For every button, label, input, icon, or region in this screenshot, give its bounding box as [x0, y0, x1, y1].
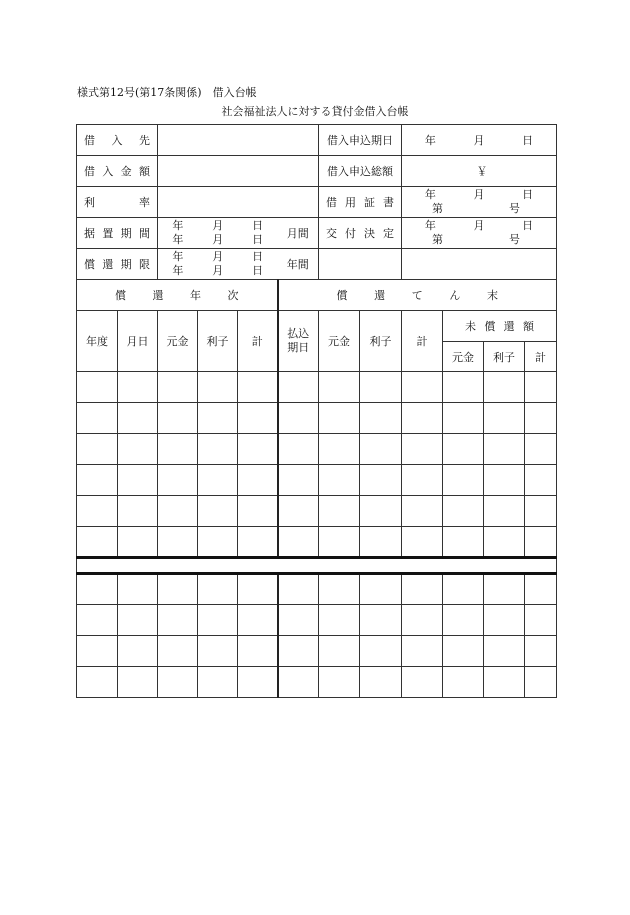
- label-text: 日: [522, 188, 534, 201]
- ledger-cell[interactable]: [319, 527, 360, 558]
- ledger-cell[interactable]: [360, 403, 402, 434]
- ledger-cell[interactable]: [158, 496, 198, 527]
- ledger-cell[interactable]: [77, 636, 118, 667]
- label-text: 月: [212, 233, 224, 246]
- rate-label: [77, 187, 158, 218]
- certificate-value[interactable]: [402, 187, 557, 218]
- ledger-cell[interactable]: [443, 636, 484, 667]
- grant-decision-label: [319, 218, 402, 249]
- label-group: [158, 233, 278, 247]
- lender-label: [77, 125, 158, 156]
- label-text: 年: [424, 188, 436, 201]
- label-text: 日: [252, 250, 264, 263]
- ledger-cell[interactable]: [402, 527, 443, 558]
- ledger-cell[interactable]: [198, 465, 238, 496]
- repay-limit-unit: 年間: [278, 249, 319, 280]
- ledger-rows-upper: [77, 372, 557, 558]
- apply-date-value[interactable]: [402, 125, 557, 156]
- label-text: 号: [509, 233, 520, 246]
- ledger-cell[interactable]: [443, 403, 484, 434]
- col-principal: 元金: [158, 311, 198, 372]
- label-group: [158, 219, 278, 233]
- label-text: 間: [138, 227, 150, 240]
- ledger-cell[interactable]: [118, 574, 158, 605]
- table-row: [77, 574, 557, 605]
- label-text: 日: [522, 134, 534, 147]
- ledger-cell[interactable]: [158, 465, 198, 496]
- ledger-cell[interactable]: [484, 372, 525, 403]
- label-text: 還: [102, 258, 114, 271]
- row-lender: [77, 125, 557, 156]
- label-text: 月: [212, 219, 224, 232]
- label-group: [402, 233, 556, 247]
- label-text: 年: [424, 219, 436, 232]
- col-paid-total: 計: [402, 311, 443, 372]
- ledger-cell[interactable]: [402, 372, 443, 403]
- label-text: 借: [84, 134, 95, 147]
- ledger-cell[interactable]: [118, 434, 158, 465]
- ledger-cell[interactable]: [525, 636, 557, 667]
- ledger-rows-lower: [77, 574, 557, 698]
- ledger-cell[interactable]: [360, 636, 402, 667]
- ledger-cell[interactable]: [198, 667, 238, 698]
- ledger-cell[interactable]: [77, 496, 118, 527]
- ledger-cell[interactable]: [402, 605, 443, 636]
- ledger-cell[interactable]: [443, 465, 484, 496]
- blank-cell[interactable]: [402, 249, 557, 280]
- blank-cell[interactable]: [319, 249, 402, 280]
- label-group: [402, 202, 556, 216]
- ledger-cell[interactable]: [77, 465, 118, 496]
- label-text: 年: [172, 250, 184, 263]
- ledger-cell[interactable]: [360, 372, 402, 403]
- label-text: て: [411, 289, 423, 302]
- ledger-cell[interactable]: [402, 465, 443, 496]
- ledger-cell[interactable]: [319, 605, 360, 636]
- label-text: 月: [212, 250, 224, 263]
- ledger-cell[interactable]: [278, 605, 319, 636]
- label-text: 年: [190, 289, 201, 302]
- ledger-cell[interactable]: [278, 527, 319, 558]
- ledger-cell[interactable]: [525, 434, 557, 465]
- table-row: [77, 605, 557, 636]
- label-text: 月: [473, 134, 485, 147]
- col-month-day: 月日: [118, 311, 158, 372]
- lender-value[interactable]: [158, 125, 319, 156]
- ledger-cell[interactable]: [238, 574, 278, 605]
- label-text: 期日: [287, 341, 310, 354]
- label-text: 定: [383, 227, 394, 240]
- table-row: [77, 636, 557, 667]
- col-unpaid-interest: 利子: [484, 342, 525, 372]
- col-interest: 利子: [198, 311, 238, 372]
- label-group: [279, 287, 557, 303]
- ledger-cell[interactable]: [319, 636, 360, 667]
- ledger-cell[interactable]: [278, 465, 319, 496]
- ledger-cell[interactable]: [158, 434, 198, 465]
- table-row: [77, 372, 557, 403]
- ledger-cell[interactable]: [238, 605, 278, 636]
- label-text: 借: [326, 196, 337, 209]
- label-text: 入: [102, 165, 114, 178]
- ledger-cell[interactable]: [402, 636, 443, 667]
- label-group: [77, 163, 157, 179]
- ledger-cell[interactable]: [360, 605, 402, 636]
- row-amount: [77, 156, 557, 187]
- ledger-cell[interactable]: [278, 574, 319, 605]
- certificate-label: [319, 187, 402, 218]
- label-text: 利: [84, 196, 95, 209]
- label-text: 期: [120, 227, 132, 240]
- ledger-cell[interactable]: [278, 372, 319, 403]
- ledger-cell[interactable]: [360, 496, 402, 527]
- ledger-cell[interactable]: [484, 667, 525, 698]
- ledger-cell[interactable]: [443, 605, 484, 636]
- table-row: [77, 434, 557, 465]
- ledger-cell[interactable]: [238, 372, 278, 403]
- ledger-cell[interactable]: [118, 605, 158, 636]
- ledger-cell[interactable]: [319, 434, 360, 465]
- label-text: 入: [111, 134, 123, 147]
- label-text: 交: [326, 227, 337, 240]
- ledger-cell[interactable]: [238, 636, 278, 667]
- ledger-cell[interactable]: [118, 636, 158, 667]
- label-group: [77, 225, 157, 241]
- ledger-cell[interactable]: [77, 605, 118, 636]
- ledger-cell[interactable]: [118, 372, 158, 403]
- table-row: [77, 403, 557, 434]
- repay-limit-label: [77, 249, 158, 280]
- ledger-cell[interactable]: [360, 574, 402, 605]
- section-header-row: [77, 280, 557, 311]
- label-text: 年: [424, 134, 436, 147]
- ledger-cell[interactable]: [278, 434, 319, 465]
- ledger-cell[interactable]: [158, 574, 198, 605]
- amount-value[interactable]: [158, 156, 319, 187]
- ledger-cell[interactable]: [158, 636, 198, 667]
- ledger-cell[interactable]: [484, 636, 525, 667]
- ledger-cell[interactable]: [319, 403, 360, 434]
- amount-label: [77, 156, 158, 187]
- ledger-cell[interactable]: [118, 527, 158, 558]
- ledger-cell[interactable]: [319, 574, 360, 605]
- apply-total-value[interactable]: [402, 156, 557, 187]
- label-group: [402, 188, 556, 202]
- ledger-cell[interactable]: [238, 465, 278, 496]
- label-group: [158, 250, 278, 264]
- ledger-cell[interactable]: [198, 372, 238, 403]
- ledger-cell[interactable]: [443, 527, 484, 558]
- label-text: 償: [84, 258, 95, 271]
- label-text: 書: [383, 196, 394, 209]
- ledger-cell[interactable]: [525, 403, 557, 434]
- table-row: [77, 465, 557, 496]
- ledger-cell[interactable]: [77, 403, 118, 434]
- ledger-cell[interactable]: [77, 574, 118, 605]
- ledger-cell[interactable]: [443, 372, 484, 403]
- ledger-cell[interactable]: [198, 434, 238, 465]
- label-text: 額: [138, 165, 150, 178]
- ledger-cell[interactable]: [402, 667, 443, 698]
- label-text: 据: [84, 227, 95, 240]
- label-group: [319, 194, 401, 210]
- ledger-cell[interactable]: [77, 527, 118, 558]
- col-payment-date: [278, 311, 319, 372]
- ledger-cell[interactable]: [238, 667, 278, 698]
- ledger-cell[interactable]: [525, 496, 557, 527]
- ledger-cell[interactable]: [402, 496, 443, 527]
- label-group: [402, 132, 556, 148]
- label-group: [77, 194, 157, 210]
- label-group: [443, 318, 556, 334]
- ledger-cell[interactable]: [118, 465, 158, 496]
- ledger-cell[interactable]: [118, 403, 158, 434]
- label-text: 還: [374, 289, 386, 302]
- label-text: ん: [449, 289, 461, 302]
- deferment-dates[interactable]: [158, 218, 278, 249]
- label-text: 未: [465, 320, 476, 333]
- label-group: [77, 132, 157, 148]
- label-text: 借: [84, 165, 95, 178]
- col-total: 計: [238, 311, 278, 372]
- ledger-cell[interactable]: [319, 667, 360, 698]
- ledger-cell[interactable]: [198, 636, 238, 667]
- label-group: [77, 256, 157, 272]
- label-text: 日: [252, 264, 264, 277]
- label-group: [402, 219, 556, 233]
- column-header-row-1: [77, 311, 557, 342]
- label-text: 償: [115, 289, 126, 302]
- separator-band: [77, 558, 557, 574]
- grant-decision-value[interactable]: [402, 218, 557, 249]
- apply-total-label: 借入申込総額: [319, 156, 402, 187]
- label-text: 額: [522, 320, 534, 333]
- ledger-cell[interactable]: [198, 605, 238, 636]
- label-text: 償: [336, 289, 348, 302]
- label-text: 日: [252, 219, 264, 232]
- label-text: 償: [484, 320, 496, 333]
- ledger-cell[interactable]: [319, 496, 360, 527]
- ledger-cell[interactable]: [158, 403, 198, 434]
- ledger-cell[interactable]: [319, 372, 360, 403]
- label-text: 月: [473, 219, 485, 232]
- schedule-section-header: [77, 280, 278, 311]
- ledger-cell[interactable]: [484, 465, 525, 496]
- row-rate: [77, 187, 557, 218]
- ledger-cell[interactable]: [402, 434, 443, 465]
- deferment-unit: 月間: [278, 218, 319, 249]
- table-row: [77, 527, 557, 558]
- row-repay-limit: [77, 249, 557, 280]
- ledger-cell[interactable]: [198, 527, 238, 558]
- label-text: 還: [152, 289, 164, 302]
- ledger-cell[interactable]: [443, 496, 484, 527]
- col-paid-principal: 元金: [319, 311, 360, 372]
- label-text: 月: [212, 264, 224, 277]
- label-text: 月: [473, 188, 485, 201]
- ledger-cell[interactable]: [360, 434, 402, 465]
- label-text: 付: [345, 227, 356, 240]
- label-text: 日: [522, 219, 534, 232]
- label-text: 還: [503, 320, 515, 333]
- ledger-cell[interactable]: [443, 574, 484, 605]
- ledger-cell[interactable]: [158, 667, 198, 698]
- unpaid-balance-header: [443, 311, 557, 342]
- ledger-cell[interactable]: [158, 605, 198, 636]
- ledger-table: [76, 124, 557, 698]
- label-text: 年: [172, 219, 184, 232]
- ledger-cell[interactable]: [319, 465, 360, 496]
- ledger-cell[interactable]: [158, 527, 198, 558]
- deferment-label: [77, 218, 158, 249]
- ledger-cell[interactable]: [198, 496, 238, 527]
- label-text: 用: [345, 196, 356, 209]
- label-text: 払込: [287, 327, 310, 340]
- col-unpaid-total: 計: [525, 342, 557, 372]
- form-number-label: 様式第12号(第17条関係) 借入台帳: [77, 86, 257, 99]
- ledger-cell[interactable]: [278, 636, 319, 667]
- ledger-cell[interactable]: [443, 667, 484, 698]
- ledger-cell[interactable]: [238, 496, 278, 527]
- label-text: 率: [139, 196, 150, 209]
- ledger-cell[interactable]: [278, 403, 319, 434]
- ledger-cell[interactable]: [484, 605, 525, 636]
- label-group: [319, 225, 401, 241]
- ledger-cell[interactable]: [278, 667, 319, 698]
- ledger-cell[interactable]: [525, 667, 557, 698]
- page-break-separator: [77, 558, 557, 574]
- ledger-cell[interactable]: [77, 434, 118, 465]
- ledger-cell[interactable]: [238, 403, 278, 434]
- label-text: 決: [364, 227, 375, 240]
- table-row: [77, 667, 557, 698]
- ledger-cell[interactable]: [525, 605, 557, 636]
- col-fiscal-year: 年度: [77, 311, 118, 372]
- label-text: 先: [139, 134, 150, 147]
- rate-value[interactable]: [158, 187, 319, 218]
- ledger-cell[interactable]: [484, 434, 525, 465]
- label-text: 末: [487, 289, 498, 302]
- label-text: 次: [227, 289, 239, 302]
- ledger-cell[interactable]: [525, 527, 557, 558]
- ledger-cell[interactable]: [158, 372, 198, 403]
- ledger-cell[interactable]: [484, 574, 525, 605]
- row-deferment: [77, 218, 557, 249]
- form-title: 社会福祉法人に対する貸付金借入台帳: [221, 105, 409, 118]
- ledger-cell[interactable]: [525, 465, 557, 496]
- ledger-cell[interactable]: [77, 372, 118, 403]
- table-row: [77, 496, 557, 527]
- label-text: 号: [509, 202, 520, 215]
- ledger-cell[interactable]: [525, 372, 557, 403]
- label-text: 証: [364, 196, 375, 209]
- label-text: 年: [172, 264, 184, 277]
- ledger-cell[interactable]: [118, 667, 158, 698]
- ledger-cell[interactable]: [525, 574, 557, 605]
- ledger-cell[interactable]: [118, 496, 158, 527]
- repay-limit-dates[interactable]: [158, 249, 278, 280]
- label-group: [77, 287, 277, 303]
- label-text: 第: [432, 202, 443, 215]
- ledger-cell[interactable]: [238, 434, 278, 465]
- record-section-header: [278, 280, 557, 311]
- label-text: 期: [120, 258, 132, 271]
- ledger-cell[interactable]: [198, 574, 238, 605]
- ledger-cell[interactable]: [402, 403, 443, 434]
- col-paid-interest: 利子: [360, 311, 402, 372]
- ledger-cell[interactable]: [484, 403, 525, 434]
- label-text: 限: [138, 258, 150, 271]
- ledger-cell[interactable]: [402, 574, 443, 605]
- ledger-cell[interactable]: [238, 527, 278, 558]
- label-text: 年: [172, 233, 184, 246]
- ledger-cell[interactable]: [360, 465, 402, 496]
- col-unpaid-principal: 元金: [443, 342, 484, 372]
- label-text: 置: [102, 227, 114, 240]
- ledger-cell[interactable]: [360, 667, 402, 698]
- label-text: 金: [120, 165, 132, 178]
- label-group: [158, 264, 278, 278]
- ledger-cell[interactable]: [484, 527, 525, 558]
- ledger-cell[interactable]: [77, 667, 118, 698]
- ledger-cell[interactable]: [198, 403, 238, 434]
- label-text: 日: [252, 233, 264, 246]
- ledger-cell[interactable]: [360, 527, 402, 558]
- ledger-cell[interactable]: [443, 434, 484, 465]
- apply-date-label: 借入申込期日: [319, 125, 402, 156]
- ledger-cell[interactable]: [484, 496, 525, 527]
- ledger-cell[interactable]: [278, 496, 319, 527]
- label-text: 第: [432, 233, 443, 246]
- yen-sign: ￥: [476, 165, 488, 178]
